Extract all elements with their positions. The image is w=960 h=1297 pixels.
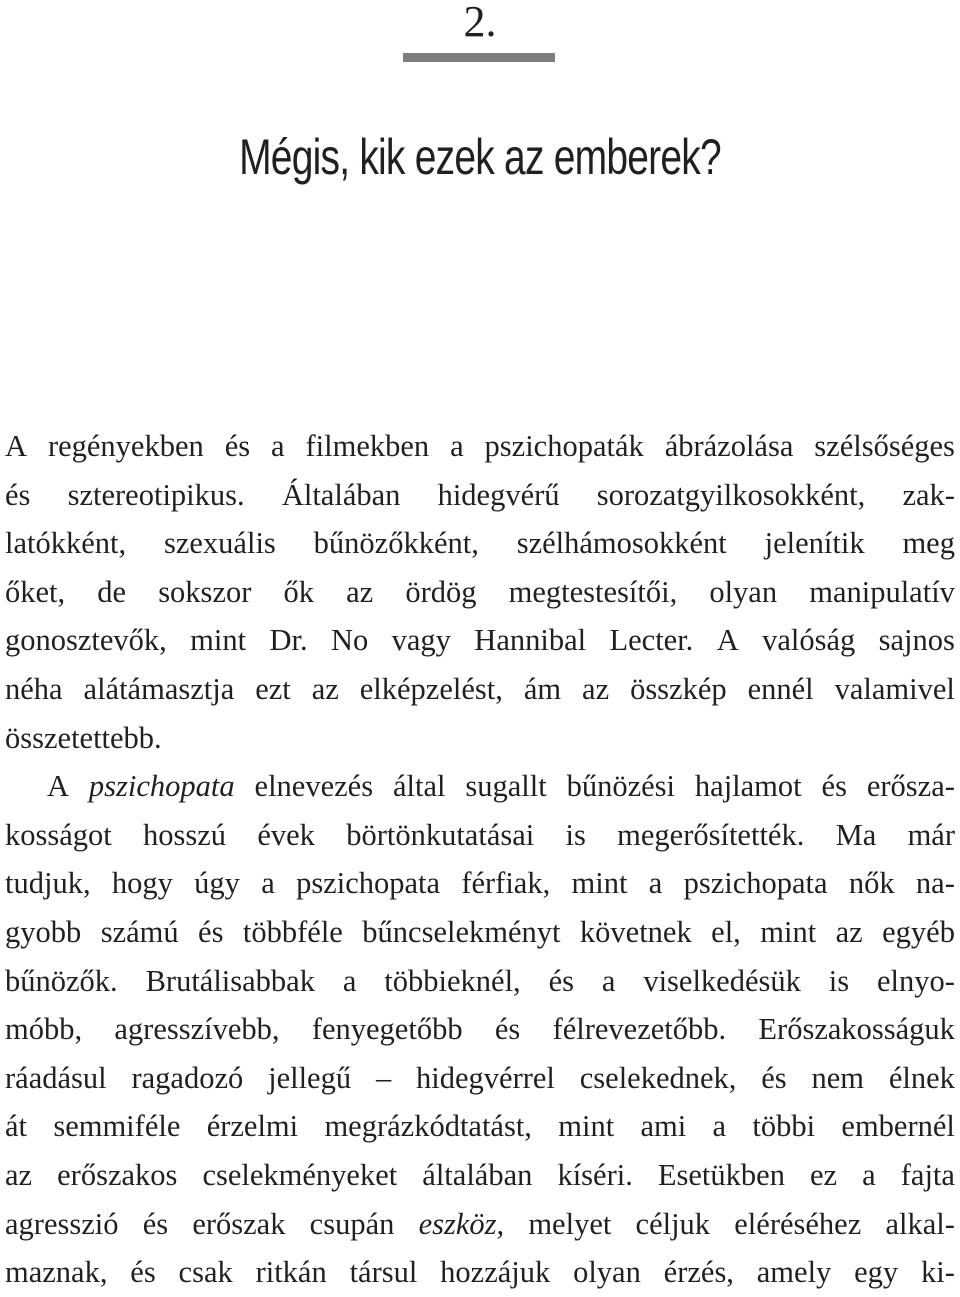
word: nők <box>848 866 895 901</box>
word: hogy <box>111 866 173 901</box>
word: manipulatív <box>809 574 955 609</box>
word <box>89 762 235 811</box>
word: – <box>375 1060 392 1095</box>
word: ám <box>523 671 562 706</box>
word: mint <box>571 866 628 901</box>
word: valamivel <box>834 671 955 706</box>
word: alkal- <box>885 1206 955 1241</box>
chapter-rule-divider <box>403 53 555 62</box>
word: sugallt <box>465 769 547 804</box>
word: regényekben <box>47 429 204 463</box>
word: elnyo- <box>877 963 955 998</box>
word: hozzájuk <box>440 1255 551 1290</box>
word: át <box>5 1109 28 1144</box>
word: céljuk <box>635 1206 711 1241</box>
chapter-number: 2. <box>463 0 497 46</box>
word: férfiak, <box>461 866 551 901</box>
word: hosszú <box>143 817 227 852</box>
word: bűnözők. <box>5 963 118 998</box>
word: csak <box>178 1255 233 1290</box>
word: és <box>821 769 847 804</box>
word: börtönkutatásai <box>346 817 535 852</box>
word: szélhámosokként <box>516 526 727 561</box>
text-line <box>5 519 955 568</box>
word: összetettebb. <box>5 720 162 755</box>
word: kosságot <box>5 817 112 852</box>
word: na- <box>915 866 955 901</box>
word: Ma <box>835 817 877 852</box>
word: agresszió <box>5 1206 119 1241</box>
word: Hannibal <box>474 623 587 658</box>
word: az <box>346 574 374 609</box>
word: megtestesítői, <box>508 574 678 609</box>
word: Brutálisabbak <box>145 963 315 998</box>
word: embernél <box>841 1109 955 1144</box>
word: és <box>548 963 574 998</box>
word: az <box>311 671 339 706</box>
word: őket, <box>5 574 66 609</box>
text-line <box>5 471 955 520</box>
word: szélsőséges <box>814 429 955 463</box>
word: viselkedésük <box>643 963 801 998</box>
text-line <box>5 1054 955 1103</box>
word: által <box>392 769 446 804</box>
text-line <box>5 568 955 617</box>
italic-word: pszichopata <box>88 769 235 804</box>
word: fajta <box>900 1157 955 1192</box>
word: eléréséhez <box>734 1206 862 1241</box>
word: szexuális <box>163 526 276 561</box>
italic-word: eszköz, <box>418 1206 505 1241</box>
word: meg <box>902 526 955 561</box>
word: évek <box>257 817 315 852</box>
word: valóság <box>762 623 856 658</box>
word: a <box>601 963 616 998</box>
body-text <box>5 422 955 1297</box>
text-line <box>5 665 955 714</box>
word: A <box>716 623 739 658</box>
text-line <box>5 957 955 1006</box>
word: maznak, <box>5 1255 108 1290</box>
word: és <box>5 477 31 512</box>
word: jellegű <box>268 1060 352 1095</box>
word: el, <box>711 914 741 949</box>
text-line <box>5 1248 955 1297</box>
word: és <box>494 1012 521 1047</box>
word: melyet <box>528 1206 612 1241</box>
word: bűncselekményt <box>362 914 561 949</box>
word: egy <box>854 1255 899 1290</box>
word: az <box>835 914 863 949</box>
word: agresszívebb, <box>114 1012 280 1047</box>
word: pszichopata <box>296 866 441 901</box>
word: olyan <box>709 574 778 609</box>
word: a <box>712 1109 727 1144</box>
word: Lecter. <box>609 623 694 658</box>
word: pszichopaták <box>484 429 644 463</box>
word: az <box>5 1157 33 1192</box>
word: hajlamot <box>694 769 802 804</box>
word: elképzelést, <box>359 671 503 706</box>
word: egyéb <box>882 914 955 949</box>
word: érzelmi <box>206 1109 299 1144</box>
word: alátámasztja <box>83 671 235 706</box>
word: mint <box>760 914 817 949</box>
word: Esetükben <box>657 1157 785 1192</box>
word: többi <box>752 1109 816 1144</box>
word: cselekményeket <box>202 1157 398 1192</box>
word: a <box>450 429 464 463</box>
word: érzés, <box>663 1255 734 1290</box>
word: ennél <box>747 671 814 706</box>
word: csupán <box>309 1206 395 1241</box>
word: zak- <box>902 477 955 512</box>
word: Dr. <box>269 623 308 658</box>
word: amely <box>756 1255 832 1290</box>
word: semmiféle <box>53 1109 181 1144</box>
word: számú <box>100 914 179 949</box>
word: élnek <box>888 1060 955 1095</box>
word: és <box>130 1255 156 1290</box>
word: mint <box>558 1109 615 1144</box>
word: bűnözési <box>566 769 676 804</box>
word: erőszakos <box>57 1157 178 1192</box>
word: jelenítik <box>764 526 865 561</box>
word: sorozatgyilkosokként, <box>596 477 866 512</box>
word: félrevezetőbb. <box>552 1012 727 1047</box>
word: úgy <box>194 866 240 901</box>
word: olyan <box>573 1255 641 1290</box>
word: ragadozó <box>131 1060 244 1095</box>
word: a <box>271 429 285 463</box>
word: ez <box>810 1157 838 1192</box>
word: No <box>330 623 369 658</box>
word: az <box>582 671 610 706</box>
word: de <box>97 574 127 609</box>
text-line <box>5 908 955 957</box>
word: és <box>198 914 224 949</box>
word: összkép <box>630 671 727 706</box>
word: ritkán <box>255 1255 327 1290</box>
word: megerősítették. <box>617 817 805 852</box>
word <box>419 1200 505 1249</box>
word: is <box>565 817 586 852</box>
text-line <box>5 811 955 860</box>
word: hidegvérű <box>437 477 560 512</box>
word: filmekben <box>305 429 430 463</box>
word: és <box>224 429 251 463</box>
word: móbb, <box>5 1012 83 1047</box>
word: ábrázolása <box>664 429 794 463</box>
word: gyobb <box>5 914 82 949</box>
word: többieknél, <box>384 963 521 998</box>
chapter-title: Mégis, kik ezek az emberek? <box>239 129 721 185</box>
word: nem <box>811 1060 865 1095</box>
word: megrázkódtatást, <box>324 1109 532 1144</box>
word: sajnos <box>878 623 955 658</box>
word: is <box>828 963 850 998</box>
word: a <box>648 866 663 901</box>
text-line <box>5 1102 955 1151</box>
word: általában <box>422 1157 533 1192</box>
word: a <box>862 1157 876 1192</box>
word: A <box>5 429 28 463</box>
word: erőszak <box>192 1206 286 1241</box>
word: ráadásul <box>5 1060 107 1095</box>
word: ők <box>283 574 314 609</box>
text-line <box>5 616 955 665</box>
word: cselekednek, <box>579 1060 737 1095</box>
word: a <box>342 963 357 998</box>
word: A <box>47 769 70 804</box>
word: Erőszakosságuk <box>758 1012 955 1047</box>
text-line <box>5 762 955 811</box>
text-line <box>5 422 955 471</box>
word: és <box>142 1206 169 1241</box>
word: sztereotipikus. <box>67 477 245 512</box>
word: erősza- <box>866 769 955 804</box>
word: gonosztevők, <box>5 623 167 658</box>
word: sokszor <box>158 574 252 609</box>
word: a <box>261 866 275 901</box>
word: ami <box>640 1109 687 1144</box>
word: ki- <box>921 1255 955 1290</box>
word: már <box>907 817 955 852</box>
word: tudjuk, <box>5 866 91 901</box>
word: hidegvérrel <box>416 1060 555 1095</box>
word: pszichopata <box>683 866 828 901</box>
text-line <box>5 1151 955 1200</box>
text-line <box>5 714 955 763</box>
text-line <box>5 1005 955 1054</box>
word: többféle <box>242 914 343 949</box>
word: kíséri. <box>557 1157 633 1192</box>
word: latókként, <box>5 526 127 561</box>
word: Általában <box>281 477 401 512</box>
word: ezt <box>255 671 291 706</box>
word: mint <box>190 623 247 658</box>
word: társul <box>349 1255 418 1290</box>
text-line <box>5 1200 955 1249</box>
word: bűnözőkként, <box>313 526 479 561</box>
word: elnevezés <box>254 769 374 804</box>
word: néha <box>5 671 63 706</box>
word: fenyegetőbb <box>311 1012 463 1047</box>
word: ördög <box>405 574 477 609</box>
word: vagy <box>391 623 451 658</box>
word: és <box>761 1060 787 1095</box>
word: követnek <box>579 914 692 949</box>
text-line <box>5 859 955 908</box>
